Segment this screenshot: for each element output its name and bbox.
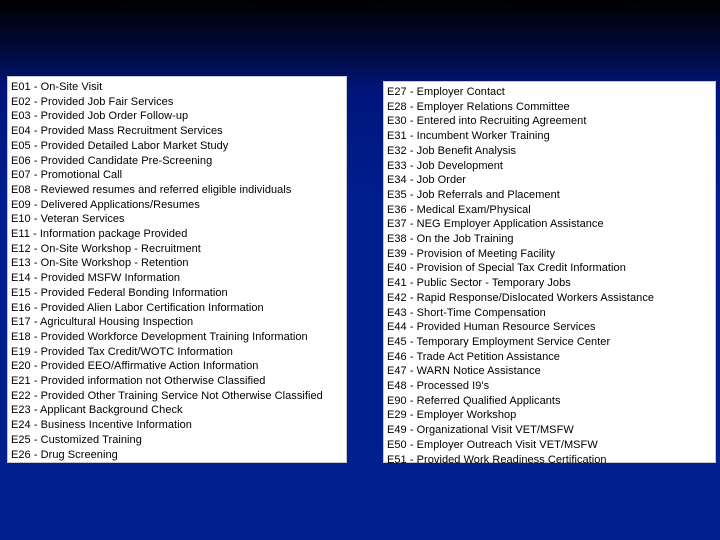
code-item: E38 - On the Job Training <box>387 233 514 246</box>
code-item: E51 - Provided Work Readiness Certification <box>387 453 607 466</box>
code-item: E19 - Provided Tax Credit/WOTC Information <box>11 345 233 358</box>
code-item: E15 - Provided Federal Bonding Information <box>11 286 228 299</box>
code-item: E46 - Trade Act Petition Assistance <box>387 350 560 363</box>
code-item: E26 - Drug Screening <box>11 448 118 461</box>
code-item: E08 - Reviewed resumes and referred eligible individuals <box>11 183 292 196</box>
code-item: E05 - Provided Detailed Labor Market Study <box>11 139 229 152</box>
code-item: E17 - Agricultural Housing Inspection <box>11 316 194 329</box>
code-item: E10 - Veteran Services <box>11 213 125 226</box>
code-item: E02 - Provided Job Fair Services <box>11 95 174 108</box>
code-item: E48 - Processed I9's <box>387 380 490 393</box>
code-item: E45 - Temporary Employment Service Center <box>387 335 611 348</box>
code-item: E31 - Incumbent Worker Training <box>387 130 550 143</box>
code-item: E12 - On-Site Workshop - Recruitment <box>11 242 201 255</box>
code-item: E47 - WARN Notice Assistance <box>387 365 541 378</box>
code-item: E27 - Employer Contact <box>387 86 505 98</box>
code-item: E49 - Organizational Visit VET/MSFW <box>387 424 574 437</box>
code-item: E30 - Entered into Recruiting Agreement <box>387 115 587 128</box>
code-item: E42 - Rapid Response/Dislocated Workers Assistance <box>387 291 655 304</box>
right-code-panel <box>383 81 716 466</box>
left-code-panel <box>7 76 347 463</box>
code-item: E41 - Public Sector - Temporary Jobs <box>387 277 571 290</box>
left-code-list <box>11 80 346 462</box>
code-item: E50 - Employer Outreach Visit VET/MSFW <box>387 438 598 451</box>
code-item: E13 - On-Site Workshop - Retention <box>11 257 189 270</box>
code-item: E36 - Medical Exam/Physical <box>387 203 531 216</box>
code-item: E11 - Information package Provided <box>11 228 188 241</box>
code-item: E01 - On-Site Visit <box>11 81 103 93</box>
code-item: E04 - Provided Mass Recruitment Services <box>11 125 223 138</box>
code-item: E18 - Provided Workforce Development Training Information <box>11 330 308 343</box>
code-item: E07 - Promotional Call <box>11 169 123 182</box>
code-item: E23 - Applicant Background Check <box>11 404 183 417</box>
code-item: E33 - Job Development <box>387 159 504 172</box>
code-item: E09 - Delivered Applications/Resumes <box>11 198 200 211</box>
code-item: E39 - Provision of Meeting Facility <box>387 247 556 260</box>
code-item: E03 - Provided Job Order Follow-up <box>11 110 189 123</box>
right-code-list <box>387 85 715 467</box>
code-item: E24 - Business Incentive Information <box>11 419 192 432</box>
code-item: E44 - Provided Human Resource Services <box>387 321 596 334</box>
code-item: E40 - Provision of Special Tax Credit Information <box>387 262 626 275</box>
code-item: E25 - Customized Training <box>11 433 142 446</box>
code-item: E22 - Provided Other Training Service Not Otherwise Classified <box>11 389 323 402</box>
code-item: E90 - Referred Qualified Applicants <box>387 394 561 407</box>
code-item: E06 - Provided Candidate Pre-Screening <box>11 154 213 167</box>
code-item: E29 - Employer Workshop <box>387 409 517 422</box>
code-item: E43 - Short-Time Compensation <box>387 306 546 319</box>
code-item: E16 - Provided Alien Labor Certification Information <box>11 301 264 314</box>
code-item: E34 - Job Order <box>387 174 467 187</box>
code-item: E37 - NEG Employer Application Assistance <box>387 218 604 231</box>
code-item: E28 - Employer Relations Committee <box>387 100 570 113</box>
code-item: E21 - Provided information not Otherwise Classified <box>11 375 266 388</box>
code-item: E14 - Provided MSFW Information <box>11 272 181 285</box>
code-item: E32 - Job Benefit Analysis <box>387 144 517 157</box>
code-item: E35 - Job Referrals and Placement <box>387 188 560 201</box>
code-item: E20 - Provided EEO/Affirmative Action Information <box>11 360 259 373</box>
